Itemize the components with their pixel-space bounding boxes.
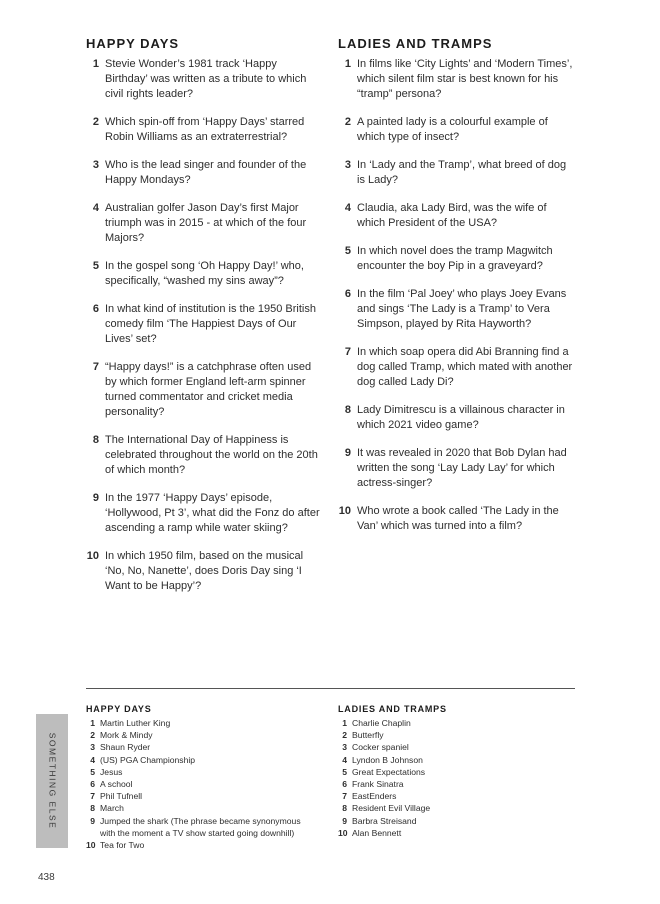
answer-number: 3 (342, 742, 347, 753)
question-number: 6 (92, 303, 99, 315)
question (338, 345, 574, 390)
answer (338, 815, 558, 827)
answer-number: 8 (342, 803, 347, 814)
question-number: 2 (92, 116, 99, 128)
question (338, 158, 574, 188)
question-text: Who wrote a book called ‘The Lady in the Van’ which was turned into a film? (357, 505, 559, 532)
answer (338, 827, 558, 839)
ladies-tramps-answers (338, 703, 558, 839)
answer-text: A school (100, 779, 133, 790)
answer-number: 1 (90, 718, 95, 728)
answer-number: 10 (86, 840, 96, 851)
answer-text: Resident Evil Village (352, 803, 431, 814)
answer-text: Charlie Chaplin (352, 718, 411, 728)
question (86, 158, 322, 188)
question-number: 6 (344, 288, 351, 300)
answer-number: 2 (90, 730, 95, 741)
answers-title: LADIES AND TRAMPS (338, 704, 447, 714)
answer-text: Cocker spaniel (352, 742, 409, 753)
question-number: 8 (344, 404, 351, 416)
answer (338, 778, 558, 790)
answer-number: 6 (342, 779, 347, 790)
answer (86, 839, 306, 851)
question-number: 2 (344, 116, 351, 128)
answers-divider (86, 688, 575, 689)
answer (338, 754, 558, 766)
question-text: Which spin-off from ‘Happy Days’ starred Robin Williams as an extraterrestrial? (105, 116, 305, 143)
question-text: In the 1977 ‘Happy Days’ episode, ‘Hollywood, Pt 3’, what did the Fonz do after ascending a ramp while water skiing? (105, 492, 320, 534)
answer-number: 1 (342, 718, 347, 728)
question-number: 1 (92, 58, 99, 70)
question (338, 287, 574, 332)
answer (338, 766, 558, 778)
answer-text: EastEnders (352, 791, 397, 802)
answer-number: 6 (90, 779, 95, 790)
question (86, 57, 322, 102)
ladies-tramps-questions (338, 36, 574, 547)
question-number: 1 (344, 58, 351, 70)
side-tab-label: SOMETHING ELSE (47, 732, 58, 830)
question (338, 504, 574, 534)
answer-number: 9 (90, 815, 95, 826)
answer-number: 9 (342, 815, 347, 826)
answer (338, 802, 558, 814)
answer-text: Barbra Streisand (352, 815, 417, 826)
answer-text: Martin Luther King (100, 718, 171, 728)
question (338, 446, 574, 491)
question (86, 433, 322, 478)
answer (86, 729, 306, 741)
answer (86, 754, 306, 766)
answer-text: Shaun Ryder (100, 742, 151, 753)
question-number: 5 (92, 260, 99, 272)
answer-number: 4 (342, 754, 347, 765)
answer (86, 815, 306, 839)
answer-number: 8 (90, 803, 95, 814)
side-tab (36, 714, 68, 848)
question-text: Lady Dimitrescu is a villainous character in which 2021 video game? (357, 404, 565, 431)
answer-number: 10 (338, 827, 348, 838)
answer-list (86, 717, 306, 851)
question-text: In films like ‘City Lights’ and ‘Modern Times’, which silent film star is best known for his “tramp” persona? (357, 58, 573, 100)
answer-number: 7 (342, 791, 347, 802)
question (86, 549, 322, 594)
question-number: 8 (92, 434, 99, 446)
happy-days-questions (86, 36, 322, 607)
question-text: In what kind of institution is the 1950 British comedy film ‘The Happiest Days of Our Lives’ set? (105, 303, 316, 345)
question-text: Who is the lead singer and founder of the Happy Mondays? (105, 159, 307, 186)
question-text: Stevie Wonder’s 1981 track ‘Happy Birthday’ was written as a tribute to which civil rights leader? (105, 58, 307, 100)
question-text: In which 1950 film, based on the musical ‘No, No, Nanette’, does Doris Day sing ‘I Want to be Happy’? (105, 550, 304, 592)
answer-number: 3 (90, 742, 95, 753)
answer-text: Jesus (100, 766, 123, 777)
answers-title: HAPPY DAYS (86, 704, 152, 714)
answer-text: Jumped the shark (The phrase became synonymous with the moment a TV show started going downhill) (100, 815, 301, 838)
answer (86, 802, 306, 814)
answer-text: Alan Bennett (352, 827, 402, 838)
answer-number: 5 (90, 766, 95, 777)
question-text: Australian golfer Jason Day’s first Major triumph was in 2015 - at which of the four Majors? (105, 202, 307, 244)
section-title: LADIES AND TRAMPS (338, 36, 493, 51)
question (86, 491, 322, 536)
answer-text: (US) PGA Championship (100, 754, 196, 765)
question-text: In which soap opera did Abi Branning find a dog called Tramp, which mated with another dog called Lady Di? (357, 346, 573, 388)
question-number: 4 (92, 202, 99, 214)
question (86, 201, 322, 246)
answer (338, 741, 558, 753)
answer (86, 790, 306, 802)
answer-number: 7 (90, 791, 95, 802)
answer-text: Mork & Mindy (100, 730, 153, 741)
question-text: “Happy days!” is a catchphrase often used by which former England left-arm spinner turned commentator and cricket media personality? (105, 361, 312, 418)
answer (86, 717, 306, 729)
answer (86, 741, 306, 753)
question-text: It was revealed in 2020 that Bob Dylan had written the song ‘Lay Lady Lay’ for which actress-singer? (357, 447, 567, 489)
answer-text: Butterfly (352, 730, 384, 741)
question-text: In the gospel song ‘Oh Happy Day!’ who, specifically, “washed my sins away”? (105, 260, 304, 287)
question-number: 4 (344, 202, 351, 214)
question-text: The International Day of Happiness is celebrated throughout the world on the 20th of which month? (105, 434, 318, 476)
question (338, 201, 574, 231)
question-number: 3 (344, 159, 351, 171)
question-text: In which novel does the tramp Magwitch encounter the boy Pip in a graveyard? (357, 245, 553, 272)
answer (338, 790, 558, 802)
question-text: Claudia, aka Lady Bird, was the wife of which President of the USA? (357, 202, 547, 229)
page-number: 438 (38, 872, 55, 883)
answer-list (338, 717, 558, 839)
question (86, 115, 322, 145)
question (338, 57, 574, 102)
answer-text: Tea for Two (100, 840, 145, 851)
answer (338, 717, 558, 729)
question-number: 10 (338, 505, 351, 517)
answer-text: Great Expectations (352, 766, 426, 777)
answer-number: 2 (342, 730, 347, 741)
answer-number: 4 (90, 754, 95, 765)
question-text: A painted lady is a colourful example of which type of insect? (357, 116, 548, 143)
answer-text: Lyndon B Johnson (352, 754, 423, 765)
answer (86, 778, 306, 790)
answer (338, 729, 558, 741)
question (338, 403, 574, 433)
question-number: 9 (92, 492, 99, 504)
question (86, 360, 322, 420)
question-number: 9 (344, 447, 351, 459)
question (86, 302, 322, 347)
question-list (86, 57, 322, 594)
answer-text: Phil Tufnell (100, 791, 143, 802)
question-number: 7 (344, 346, 351, 358)
question-list (338, 57, 574, 534)
question-text: In the film ‘Pal Joey’ who plays Joey Evans and sings ‘The Lady is a Tramp’ to Vera Simpson, played by Rita Hayworth? (357, 288, 567, 330)
question (338, 115, 574, 145)
question (86, 259, 322, 289)
section-title: HAPPY DAYS (86, 36, 180, 51)
question-number: 7 (92, 361, 99, 373)
question-text: In ‘Lady and the Tramp’, what breed of dog is Lady? (357, 159, 567, 186)
question-number: 10 (86, 550, 99, 562)
question-number: 5 (344, 245, 351, 257)
happy-days-answers (86, 703, 306, 851)
question-number: 3 (92, 159, 99, 171)
question (338, 244, 574, 274)
answer (86, 766, 306, 778)
answer-number: 5 (342, 766, 347, 777)
answer-text: March (100, 803, 124, 814)
answer-text: Frank Sinatra (352, 779, 404, 790)
